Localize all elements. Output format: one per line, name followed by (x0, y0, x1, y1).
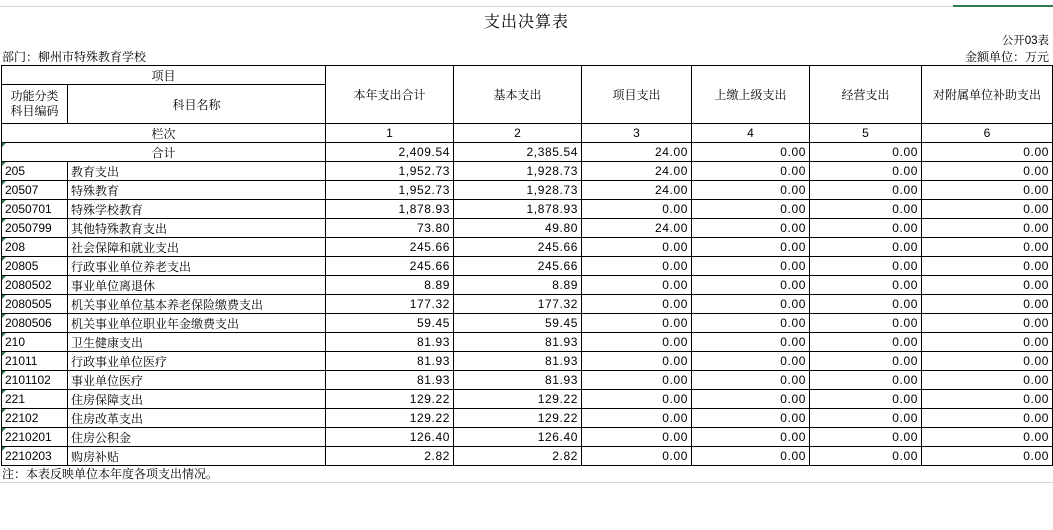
row-code: 2050799 (2, 219, 68, 238)
row-value-4: 0.00 (692, 238, 810, 257)
row-value-6: 0.00 (922, 162, 1053, 181)
row-index-3: 3 (582, 124, 692, 143)
header-col-name: 科目名称 (68, 85, 326, 124)
row-value-3: 24.00 (582, 162, 692, 181)
table-row (2, 238, 1053, 257)
row-index-label: 栏次 (2, 124, 326, 143)
row-value-2: 1,878.93 (454, 200, 582, 219)
page-title: 支出决算表 (483, 14, 569, 31)
header-col-total: 本年支出合计 (326, 66, 454, 124)
table-row (2, 276, 1053, 295)
table-note: 注：本表反映单位本年度各项支出情况。 (2, 467, 219, 481)
row-index-2: 2 (454, 124, 582, 143)
row-value-1: 8.89 (326, 276, 454, 295)
table-row (2, 314, 1053, 333)
table-row (2, 257, 1053, 276)
row-value-4: 0.00 (692, 428, 810, 447)
row-value-3: 0.00 (582, 409, 692, 428)
table-row (2, 371, 1053, 390)
table-row (2, 333, 1053, 352)
row-name: 其他特殊教育支出 (68, 219, 326, 238)
row-value-5: 0.00 (810, 390, 922, 409)
row-name: 卫生健康支出 (68, 333, 326, 352)
row-value-4: 0.00 (692, 352, 810, 371)
row-code: 221 (2, 390, 68, 409)
row-value-1: 81.93 (326, 371, 454, 390)
row-value-2: 49.80 (454, 219, 582, 238)
row-value-5: 0.00 (810, 276, 922, 295)
row-value-5: 0.00 (810, 181, 922, 200)
row-value-3: 0.00 (582, 428, 692, 447)
table-row (2, 428, 1053, 447)
row-value-5: 0.00 (810, 447, 922, 466)
row-code: 2210203 (2, 447, 68, 466)
header-col-basic: 基本支出 (454, 66, 582, 124)
table-row (2, 409, 1053, 428)
table-row (2, 295, 1053, 314)
row-value-3: 0.00 (582, 390, 692, 409)
header-col-subsidy: 对附属单位补助支出 (922, 66, 1053, 124)
row-code: 2050701 (2, 200, 68, 219)
row-value-3: 0.00 (582, 295, 692, 314)
row-name: 住房保障支出 (68, 390, 326, 409)
row-value-4: 0.00 (692, 447, 810, 466)
row-code: 2080502 (2, 276, 68, 295)
row-index-1: 1 (326, 124, 454, 143)
row-code: 2101102 (2, 371, 68, 390)
row-code: 208 (2, 238, 68, 257)
row-name: 事业单位医疗 (68, 371, 326, 390)
row-value-6: 0.00 (922, 200, 1053, 219)
amount-unit-label: 金额单位：万元 (964, 50, 1049, 64)
table-row (2, 200, 1053, 219)
row-name: 行政事业单位医疗 (68, 352, 326, 371)
selection-marker (953, 0, 1053, 7)
row-value-1: 177.32 (326, 295, 454, 314)
row-value-2: 59.45 (454, 314, 582, 333)
row-value-4: 0.00 (692, 181, 810, 200)
table-row (2, 352, 1053, 371)
table-row (2, 447, 1053, 466)
total-value-4: 0.00 (692, 143, 810, 162)
row-value-4: 0.00 (692, 162, 810, 181)
row-value-5: 0.00 (810, 428, 922, 447)
bottom-strip (0, 482, 1053, 497)
row-code: 21011 (2, 352, 68, 371)
row-name: 事业单位离退休 (68, 276, 326, 295)
row-value-1: 81.93 (326, 352, 454, 371)
row-value-5: 0.00 (810, 162, 922, 181)
row-value-4: 0.00 (692, 371, 810, 390)
row-value-6: 0.00 (922, 257, 1053, 276)
form-number: 公开03表 (1001, 35, 1049, 47)
row-name: 教育支出 (68, 162, 326, 181)
row-name: 机关事业单位基本养老保险缴费支出 (68, 295, 326, 314)
row-value-6: 0.00 (922, 295, 1053, 314)
row-code: 2210201 (2, 428, 68, 447)
row-code: 210 (2, 333, 68, 352)
row-value-5: 0.00 (810, 219, 922, 238)
header-col-code-line1: 功能分类 (10, 89, 59, 103)
row-value-2: 1,928.73 (454, 181, 582, 200)
row-index-4: 4 (692, 124, 810, 143)
row-value-6: 0.00 (922, 371, 1053, 390)
top-strip (0, 0, 1053, 7)
row-value-4: 0.00 (692, 257, 810, 276)
row-value-3: 0.00 (582, 276, 692, 295)
row-value-3: 0.00 (582, 238, 692, 257)
row-value-6: 0.00 (922, 390, 1053, 409)
row-value-6: 0.00 (922, 238, 1053, 257)
row-index-5: 5 (810, 124, 922, 143)
row-value-1: 2.82 (326, 447, 454, 466)
row-name: 住房公积金 (68, 428, 326, 447)
row-code: 20507 (2, 181, 68, 200)
header-col-project: 项目支出 (582, 66, 692, 124)
row-value-4: 0.00 (692, 390, 810, 409)
row-value-4: 0.00 (692, 276, 810, 295)
table-header-row-group (2, 66, 1053, 85)
row-value-4: 0.00 (692, 409, 810, 428)
row-value-5: 0.00 (810, 238, 922, 257)
row-value-6: 0.00 (922, 181, 1053, 200)
row-value-4: 0.00 (692, 314, 810, 333)
row-index-6: 6 (922, 124, 1053, 143)
row-value-3: 0.00 (582, 257, 692, 276)
row-value-2: 2.82 (454, 447, 582, 466)
table-row (2, 162, 1053, 181)
row-value-6: 0.00 (922, 314, 1053, 333)
row-value-5: 0.00 (810, 314, 922, 333)
row-value-2: 245.66 (454, 238, 582, 257)
row-value-3: 0.00 (582, 352, 692, 371)
table-row (2, 219, 1053, 238)
total-label: 合计 (2, 143, 326, 162)
row-code: 2080505 (2, 295, 68, 314)
row-value-1: 73.80 (326, 219, 454, 238)
table-row-total (2, 143, 1053, 162)
row-value-2: 129.22 (454, 409, 582, 428)
row-value-6: 0.00 (922, 352, 1053, 371)
total-value-2: 2,385.54 (454, 143, 582, 162)
row-value-2: 129.22 (454, 390, 582, 409)
total-value-6: 0.00 (922, 143, 1053, 162)
row-value-5: 0.00 (810, 200, 922, 219)
row-value-1: 81.93 (326, 333, 454, 352)
row-value-5: 0.00 (810, 295, 922, 314)
row-value-3: 0.00 (582, 314, 692, 333)
header-col-operating: 经营支出 (810, 66, 922, 124)
row-code: 20805 (2, 257, 68, 276)
row-value-3: 0.00 (582, 200, 692, 219)
dept-and-unit-line (0, 49, 1053, 65)
row-name: 购房补贴 (68, 447, 326, 466)
row-value-5: 0.00 (810, 371, 922, 390)
row-value-2: 1,928.73 (454, 162, 582, 181)
row-value-4: 0.00 (692, 219, 810, 238)
row-name: 机关事业单位职业年金缴费支出 (68, 314, 326, 333)
table-row (2, 390, 1053, 409)
row-value-1: 245.66 (326, 257, 454, 276)
row-value-3: 24.00 (582, 219, 692, 238)
row-value-5: 0.00 (810, 333, 922, 352)
total-value-5: 0.00 (810, 143, 922, 162)
row-value-2: 177.32 (454, 295, 582, 314)
row-value-1: 245.66 (326, 238, 454, 257)
header-col-code (2, 85, 68, 124)
row-value-2: 81.93 (454, 352, 582, 371)
row-value-5: 0.00 (810, 257, 922, 276)
row-value-1: 1,878.93 (326, 200, 454, 219)
row-value-5: 0.00 (810, 409, 922, 428)
header-project-group: 项目 (2, 66, 326, 85)
table-body (2, 162, 1053, 466)
row-value-1: 59.45 (326, 314, 454, 333)
row-name: 特殊学校教育 (68, 200, 326, 219)
row-value-3: 0.00 (582, 447, 692, 466)
row-value-1: 126.40 (326, 428, 454, 447)
department-label: 部门：柳州市特殊教育学校 (2, 50, 147, 64)
row-value-6: 0.00 (922, 428, 1053, 447)
row-value-6: 0.00 (922, 333, 1053, 352)
row-code: 205 (2, 162, 68, 181)
row-value-1: 129.22 (326, 409, 454, 428)
row-value-2: 245.66 (454, 257, 582, 276)
row-value-2: 126.40 (454, 428, 582, 447)
row-value-6: 0.00 (922, 409, 1053, 428)
row-value-2: 81.93 (454, 333, 582, 352)
row-name: 特殊教育 (68, 181, 326, 200)
table-row-index (2, 124, 1053, 143)
total-value-1: 2,409.54 (326, 143, 454, 162)
header-col-upper: 上缴上级支出 (692, 66, 810, 124)
row-value-3: 24.00 (582, 181, 692, 200)
row-value-4: 0.00 (692, 295, 810, 314)
row-value-1: 1,952.73 (326, 181, 454, 200)
row-value-4: 0.00 (692, 200, 810, 219)
row-value-1: 1,952.73 (326, 162, 454, 181)
row-value-2: 81.93 (454, 371, 582, 390)
total-value-3: 24.00 (582, 143, 692, 162)
expenditure-table (1, 65, 1053, 466)
row-code: 22102 (2, 409, 68, 428)
row-value-5: 0.00 (810, 352, 922, 371)
row-name: 住房改革支出 (68, 409, 326, 428)
row-value-2: 8.89 (454, 276, 582, 295)
row-value-6: 0.00 (922, 447, 1053, 466)
row-value-4: 0.00 (692, 333, 810, 352)
table-row (2, 181, 1053, 200)
row-value-3: 0.00 (582, 333, 692, 352)
row-value-3: 0.00 (582, 371, 692, 390)
row-value-6: 0.00 (922, 276, 1053, 295)
row-code: 2080506 (2, 314, 68, 333)
row-value-6: 0.00 (922, 219, 1053, 238)
header-col-code-line2: 科目编码 (10, 104, 59, 118)
row-name: 行政事业单位养老支出 (68, 257, 326, 276)
row-name: 社会保障和就业支出 (68, 238, 326, 257)
row-value-1: 129.22 (326, 390, 454, 409)
